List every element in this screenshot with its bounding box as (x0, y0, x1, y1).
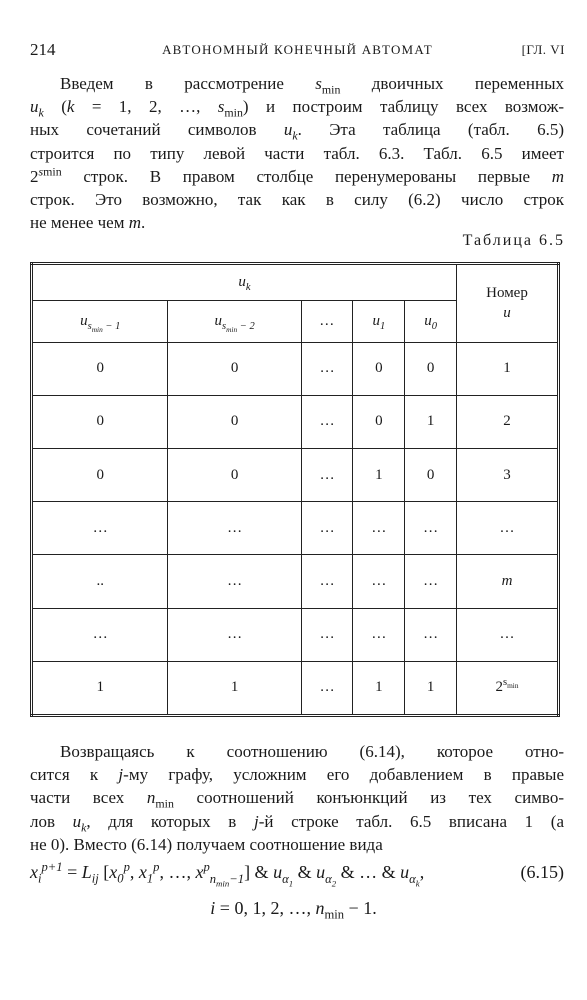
paragraph-line: $2^{smin}$ строк. В правом столбце перенумерованы первые m (30, 164, 564, 186)
table-cell: … (301, 395, 353, 448)
table-row (32, 661, 559, 715)
page-header (30, 40, 565, 64)
group-header-uk: $u_k$ (32, 264, 457, 301)
paragraph-line: не 0). Вместо (6.14) получаем соотношение вида (30, 834, 383, 854)
table-cell: … (457, 502, 559, 555)
table-cell: 1 (32, 661, 168, 715)
table-cell: 1 (457, 342, 559, 395)
table-cell: 0 (168, 449, 301, 502)
table-cell: 0 (353, 342, 405, 395)
table-cell: … (405, 608, 457, 661)
equation-expression: $x_i^{p+1} = L_{ij}$ [$x_0^p$, $x_1^p$, …, $x^p_{n_{min}-1}$] & $u_{\alpha_1}$ & $u_{\alpha_2}$ & … & $u_{\alpha_k}$, (30, 860, 425, 889)
table-cell: 0 (405, 342, 457, 395)
paragraph-line: части всех $n_{min}$ соотношений конъюнкций из тех симво- (30, 788, 564, 811)
table-cell: … (301, 661, 353, 715)
table-cell: 1 (405, 661, 457, 715)
table-cell: … (301, 449, 353, 502)
table-cell: 3 (457, 449, 559, 502)
table-cell: … (168, 608, 301, 661)
table-cell: … (168, 502, 301, 555)
equation-6-15 (30, 862, 564, 892)
column-header-u-smin-2: $u_{s_{min} - 2}$ (168, 300, 301, 342)
table-row (32, 342, 559, 395)
intro-paragraph (30, 72, 564, 234)
table-caption: Таблица 6.5 (462, 232, 565, 249)
paragraph-line: Введем в рассмотрение $s_{min}$ двоичных переменных (60, 74, 564, 97)
table-cell: 1 (353, 661, 405, 715)
table-cell: … (353, 608, 405, 661)
table-cell: m (457, 555, 559, 608)
table-cell: 1 (353, 449, 405, 502)
table-cell: … (32, 608, 168, 661)
paragraph-line: Возвращаясь к соотношению (6.14), которое отно- (60, 742, 564, 761)
column-header-u0: $u_0$ (405, 300, 457, 342)
table-cell: 2 (457, 395, 559, 448)
equation-range: i = 0, 1, 2, …, $n_{min} - 1$. (210, 898, 377, 922)
table-row (32, 449, 559, 502)
paragraph-line: ных сочетаний символов $u_k$. Эта таблица (табл. 6.5) (30, 120, 564, 143)
table-cell: … (301, 555, 353, 608)
table-cell: … (353, 555, 405, 608)
table-cell: … (301, 502, 353, 555)
table-cell: … (405, 502, 457, 555)
column-header-u-smin-1: $u_{s_{min} - 1}$ (32, 300, 168, 342)
table-row (32, 608, 559, 661)
running-title: АВТОНОМНЫЙ КОНЕЧНЫЙ АВТОМАТ (162, 42, 433, 57)
table-cell: … (168, 555, 301, 608)
table-cell-last-number: $2^{s_{min}}$ (457, 661, 559, 715)
paragraph-line: не менее чем m. (30, 213, 146, 233)
table-cell: … (457, 608, 559, 661)
table-cell: 0 (353, 395, 405, 448)
column-header-ellipsis: … (301, 300, 353, 342)
paragraph-line: строится по типу левой части табл. 6.3. Табл. 6.5 имеет (30, 143, 564, 163)
paragraph-line: сится к j-му графу, усложним его добавлением в правые (30, 765, 564, 785)
number-header-label: Номер (486, 285, 528, 302)
table-cell: … (405, 555, 457, 608)
column-header-u1: $u_1$ (353, 300, 405, 342)
table-6-5 (30, 262, 560, 717)
table-cell: … (32, 502, 168, 555)
table-cell: … (353, 502, 405, 555)
table-cell: … (301, 342, 353, 395)
continuation-paragraph (30, 740, 564, 856)
table-cell: 0 (168, 395, 301, 448)
table-row (32, 502, 559, 555)
table-cell: 0 (32, 342, 168, 395)
table-row (32, 555, 559, 608)
table-row (32, 395, 559, 448)
paragraph-line: лов $u_k$, для которых в j-й строке табл. 6.5 вписана 1 (а (30, 811, 565, 834)
table-cell: 0 (32, 449, 168, 502)
chapter-label: [ГЛ. VI (521, 42, 565, 57)
number-header-var: u (503, 305, 511, 322)
table-cell: 0 (405, 449, 457, 502)
table-cell: 0 (168, 342, 301, 395)
table-cell: 1 (168, 661, 301, 715)
table-cell: 0 (32, 395, 168, 448)
equation-number: (6.15) (520, 862, 564, 882)
table-cell: … (301, 608, 353, 661)
page-number: 214 (30, 40, 56, 59)
table-cell: 1 (405, 395, 457, 448)
paragraph-line: строк. Это возможно, так как в силу (6.2) число строк (30, 190, 564, 210)
paragraph-line: $u_k$ (k = 1, 2, …, $s_{min}$) и построим таблицу всех возмож- (30, 97, 564, 120)
table-cell: .. (32, 555, 168, 608)
number-column-header (457, 264, 559, 343)
